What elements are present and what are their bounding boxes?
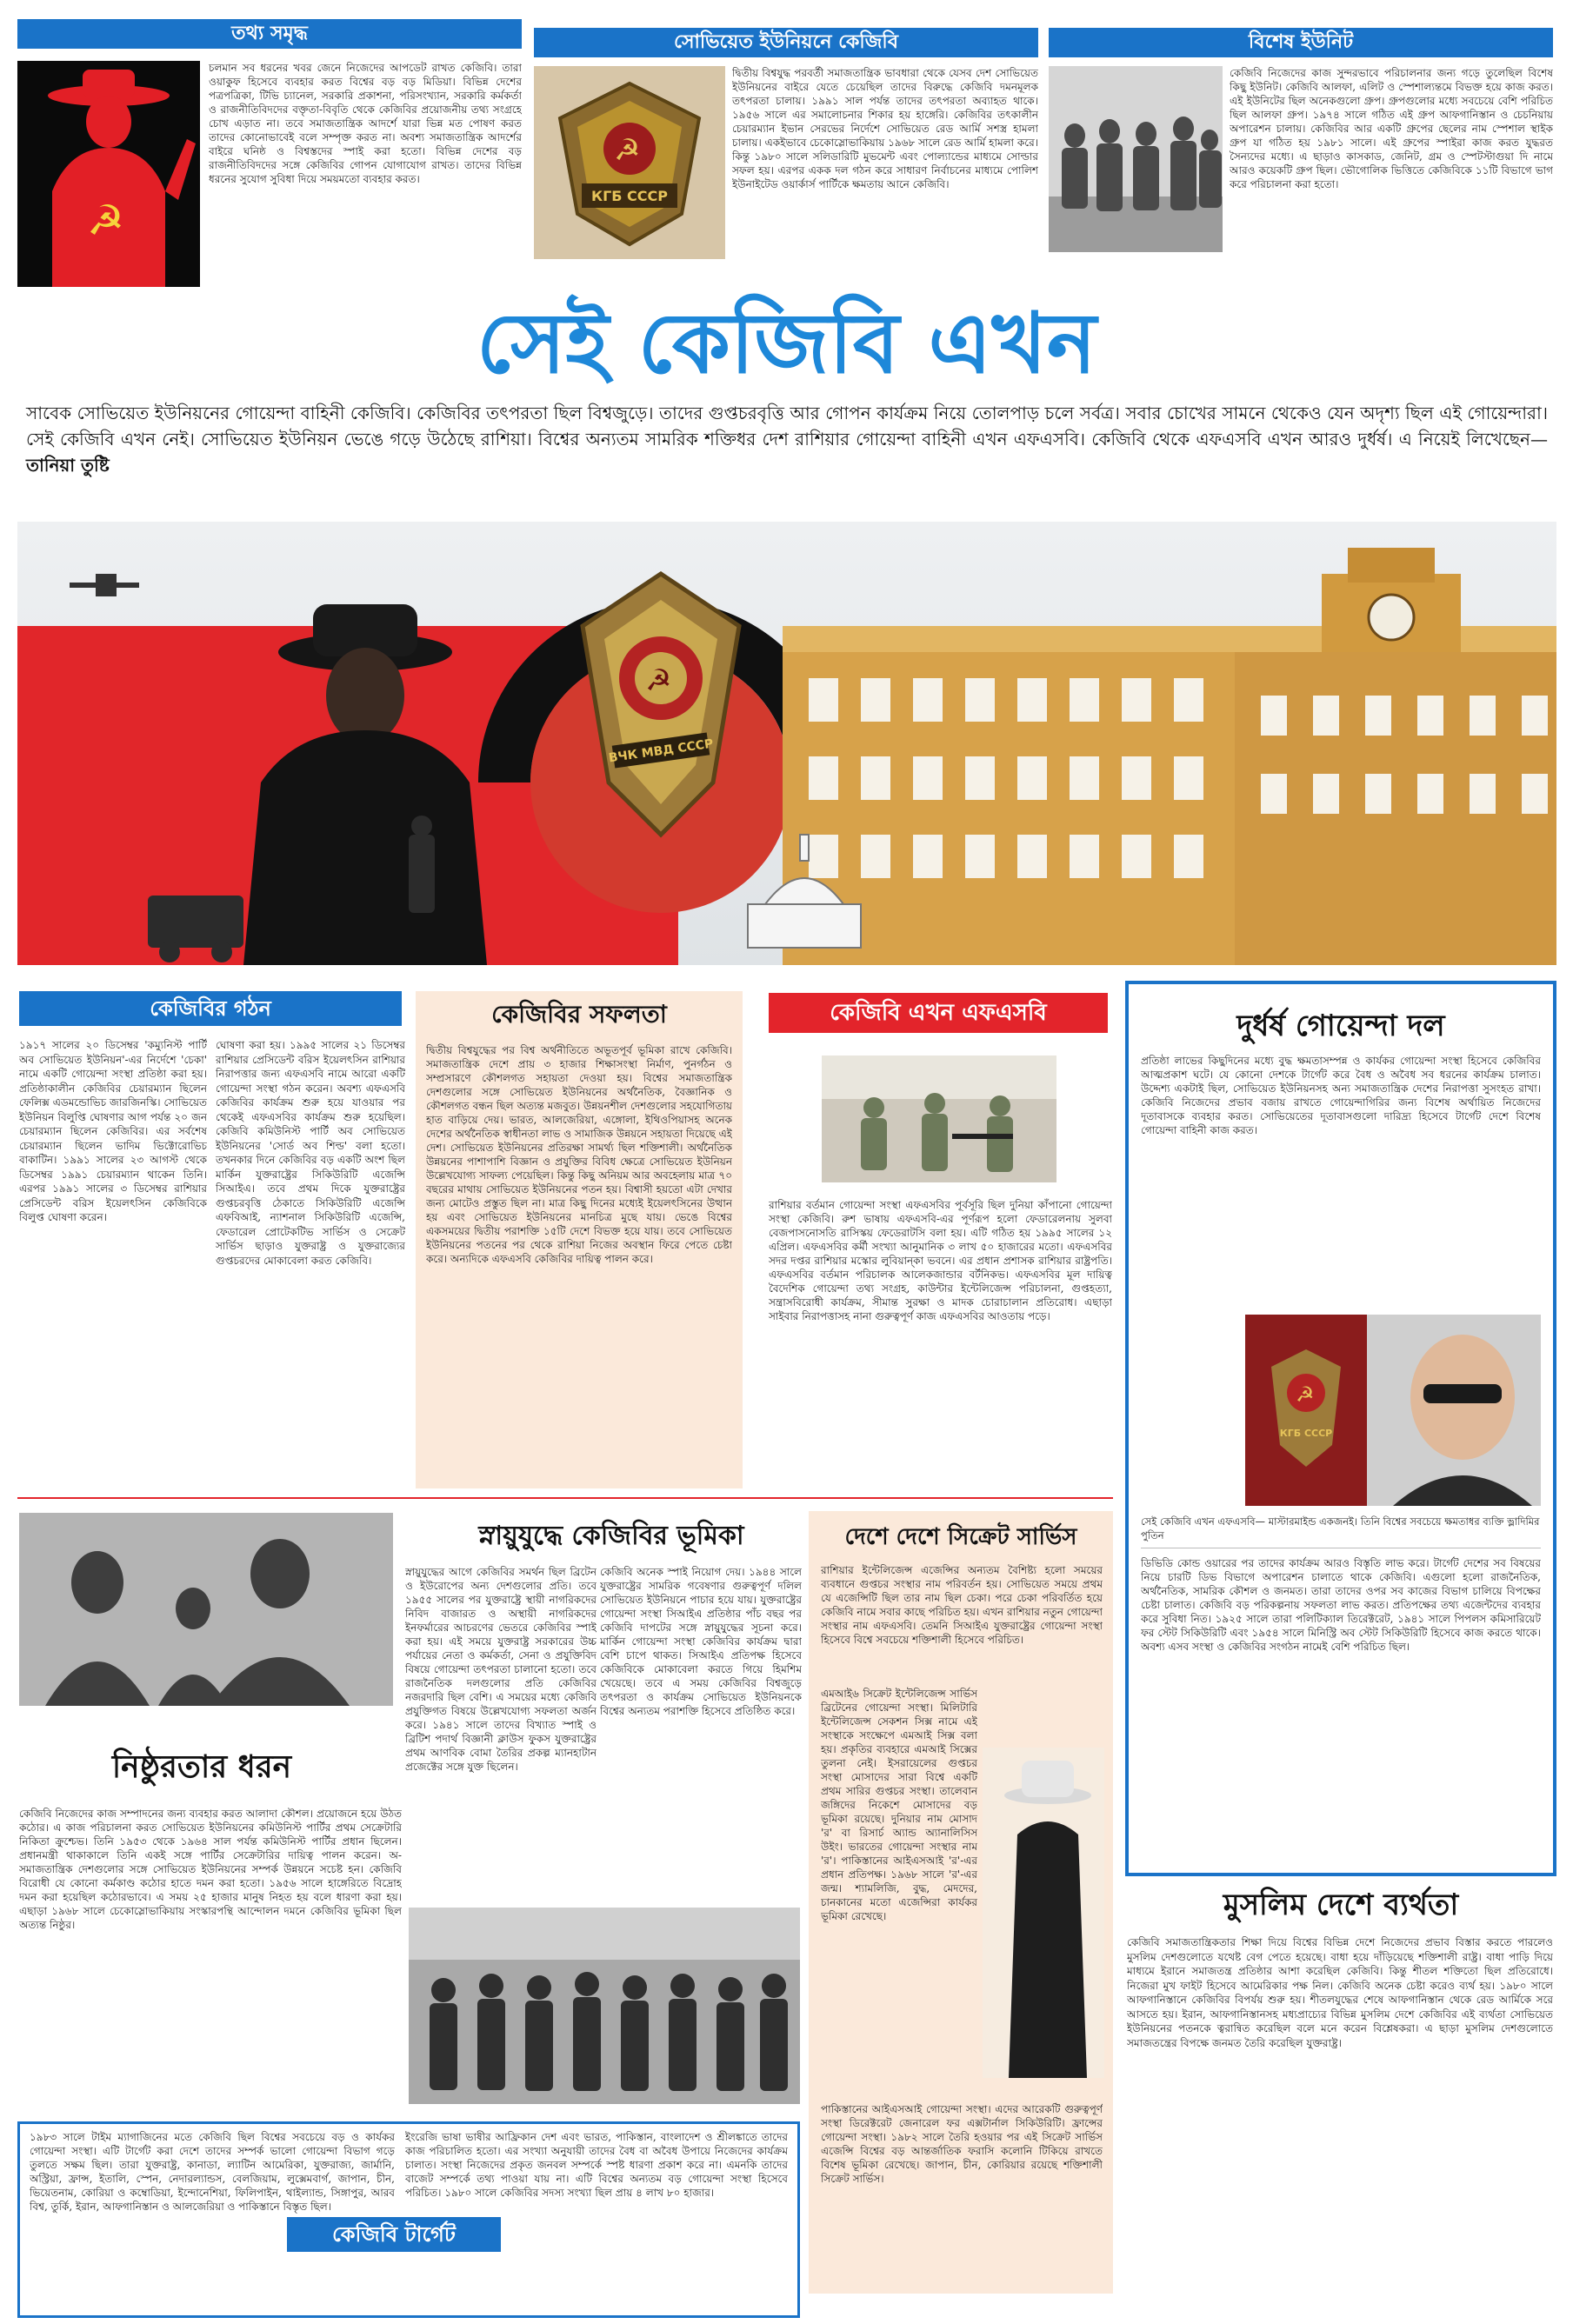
success-heading: কেজিবির সফলতা [491,1000,667,1029]
putin-photo [1245,1315,1541,1506]
top-col1-heading: তথ্য সমৃদ্ধ [17,19,522,49]
muslim-heading: মুসলিম দেশে ব্যর্থতা [1223,1888,1459,1922]
intro-text: সাবেক সোভিয়েত ইউনিয়নের গোয়েন্দা বাহিনী কেজিবি। কেজিবির তৎপরতা ছিল বিশ্বজুড়ে। তাদের গুপ্তচরবৃত্তি আর গোপন কার্যক্রম নিয়ে তোলপাড় চলে সর্বত্র। সবার চোখের সামনে থেকেও যেন অদৃশ্য ছিল এই গোয়েন্দারা। সেই কেজিবি এখন নেই। সোভিয়েত ইউনিয়ন ভেঙে গড়ে উঠেছে রাশিয়া। বিশ্বের অন্যতম সামরিক শক্তিধর দেশ রাশিয়ার গোয়েন্দা বাহিনী এখন এফএসবি। কেজিবি থেকে এফএসবি এখন আরও দুর্ধর্ষ। এ নিয়েই লিখেছেন— [26,403,1548,449]
author-name: তানিয়া তুষ্টি [26,455,110,476]
secret-text-1: রাশিয়ার ইন্টেলিজেন্স এজেন্সির অন্যতম বৈশিষ্ট্য হলো সময়ের ব্যবধানে গুপ্তচর সংস্থার নাম পরিবর্তন হয়। সোভিয়েত সময়ে প্রথম যে এজেন্সিটি ছিল তার নাম ছিল চেকা। পরে চেকা পরিবর্তিত হয়ে কেজিবি নামে সবার কাছে পরিচিত হয়। এখন রাশিয়ার নতুন গোয়েন্দা সংস্থার নাম এফএসবি। তেমনি সিআইএ যুক্তরাষ্ট্রের গোয়েন্দা সংস্থা হিসেবে বিশ্বে সবচেয়ে শক্তিশালী হিসেবে পরিচিত। [821,1564,1103,1646]
top-col3-heading: বিশেষ ইউনিট [1049,28,1553,57]
coldwar-text-1: স্নায়ুযুদ্ধের আগে কেজিবির সমর্থন ছিল ব্রিটেন ও ইউরোপের অন্য দেশগুলোর প্রতি। তবে ১৯৫৫ সালের পর যুক্তরাষ্ট্রে স্থায়ী নাগরিকদের নিবিদ বাজারত ও অস্থায়ী নাগরিকদের ইনফর্মারের আচরণের ভেতরে কেজিবির স্পাই করা হয়। এই সময়ে যুক্তরাষ্ট্র সরকারের উচ্চ পর্যায়ের নেতা ও কর্মকর্তা, সেনা ও প্রযুক্তিবিদ বিষয়ে গোয়েন্দা তৎপরতা চালানো হতো। তবে রাজনৈতিক দলগুলোর প্রতি কেজিবির নজরদারি ছিল বেশি। এ সময়ের মধ্যে কেজিবি প্রযুক্তিগত বিষয়ে উল্লেখযোগ্য সফলতা অর্জন করে। ১৯৪১ সালে তাদের বিখ্যাত স্পাই ও ব্রিটিশ পদার্থ বিজ্ঞানী ক্লাউস ফুকস যুক্তরাষ্ট্রের প্রথম আণবিক বোমা তৈরির প্রকল্প ম্যানহাটান প্রজেক্টের সঙ্গে যুক্ত ছিলেন। [405,1566,597,1773]
svg-text:☭: ☭ [87,196,125,245]
putin-caption: সেই কেজিবি এখন এফএসবি— মাস্টারমাইন্ড একজনই। তিনি বিশ্বের সবচেয়ে ক্ষমতাধর ব্যক্তি ভ্লাদিমির পুতিন [1141,1515,1540,1542]
fsb-heading: কেজিবি এখন এফএসবি [769,993,1108,1033]
section-divider [17,1497,1113,1499]
top-col3-text: কেজিবি নিজেদের কাজ সুন্দরভাবে পরিচালনার জন্য গড়ে তুলেছিল বিশেষ কিছু ইউনিট। কেজিবি আলফা, এলিট ও স্পেশাল্যন্তমে বিভক্ত হয়ে কাজ করত। এই ইউনিটের ছিল অনেকগুলো গ্রুপ। গ্রুপগুলোর মধ্যে সবচেয়ে বেশি পরিচিত ছিল আলফা গ্রুপ। ১৯৭৪ সালে গঠিত এই গ্রুপ আফগানিস্তান ও চেচনিয়ায় অপারেশন চালায়। কেজিবির আর একটি গ্রুপের ছেলের নাম স্পেশাল স্থাইক গ্রুপ যা গঠিত হয় ১৯৮১ সালে। এই গ্রুপের স্পাইরা কাজ করত যুদ্ধরত সৈন্যদের মধ্যে। এ ছাড়াও কাসকাড, জেনিট, গ্রম ও স্পেটস্টাগুয়া দি নামে আরও কয়েকটি গ্রুপ ছিল। ভৌগোলিক ভিত্তিতে কেজিবিকে ১১টি বিভাগে ভাগ করে পরিচালনা করা হতো। [1230,67,1553,190]
putin-badge-text: КГБ СССР [1279,1428,1333,1439]
targets-text-2: ইংরেজি ভাষা ভাষীর আফ্রিকান দেশ এবং ভারত, পাকিস্তান, বাংলাদেশ ও শ্রীলঙ্কাতে তাদের কাজ পরিচালিত হতো। এর সংখ্যা অনুযায়ী তাদের বৈধ বা অবৈধ উপায়ে নিজেদের কার্যক্রম চালাত। সংস্থা নিজেদের প্রকৃত জনবল সম্পর্কে স্পষ্ট ধারণা প্রকাশ করে না। এমনকি তাদের বাজেট সম্পর্কে তথ্য পাওয়া যায় না। এটি বিশ্বের অন্যতম বড় গোয়েন্দা সংস্থা হিসেবে পরিচিত। ১৯৮০ সালে কেজিবির সদস্য সংখ্যা ছিল প্রায় ৪ লাখ ৮০ হাজার। [405,2131,788,2199]
top-col2-text: দ্বিতীয় বিশ্বযুদ্ধ পরবর্তী সমাজতান্ত্রিক ভাবধারা থেকে যেসব দেশ সোভিয়েত ইউনিয়নের বাইরে যেতে চেয়েছিল তাদের বিরুদ্ধে কেজিবি দমনমূলক তৎপরতা চালায়। ১৯৯১ সাল পর্যন্ত তাদের তৎপরতা অব্যাহত থাকে। ১৯৫৬ সালে এর সমালোচনার শিকার হয় হাঙ্গেরি। কেজিবির তৎকালীন চেয়ারম্যান ইভান সেরভের নির্দেশে সোভিয়েত রেড আর্মি সশস্ত্র হামলা চালায়। একইভাবে চেকোস্লোভাকিয়ায় ১৯৬৮ সালে রেড আর্মি হামলা করে। কিন্তু ১৯৮০ সালে সলিডারিটি মুভমেন্ট এবং পোল্যান্ডের মাধ্যমে সোল্ডার সফল হয়। এরপর একক দল গঠন করে সাধারণ নির্বাচনের মাধ্যমে পোলিশ ইউনাইটেড ওয়ার্কার্স পার্টিকে ক্ষমতায় আনে কেজিবি। [732,67,1038,190]
targets-heading: কেজিবি টার্গেট [287,2217,501,2252]
svg-text:☭: ☭ [1296,1382,1315,1407]
crowd-photo [19,1513,393,1706]
formation-heading: কেজিবির গঠন [19,991,402,1026]
targets-text-1: ১৯৮৩ সালে টাইম ম্যাগাজিনের মতে কেজিবি ছিল বিশ্বের সবচেয়ে বড় ও কার্যকর গোয়েন্দা সংস্থা। এটি টার্গেট করা দেশে তাদের সম্পর্ক ভালো গোয়েন্দা বিভাগ গড়ে তুলতে সক্ষম ছিল। তারা যুক্তরাষ্ট্র, কানাডা, ল্যাটিন আমেরিকা, যুক্তরাজ্য, জার্মানি, অস্ট্রিয়া, ফ্রান্স, ইতালি, স্পেন, নেদারল্যান্ডস, বেলজিয়াম, লুক্সেমবার্গ, জাপান, চীন, ভিয়েতনাম, কোরিয়া ও কম্বোডিয়া, ইন্দোনেশিয়া, ফিলিপাইন, থাইল্যান্ড, সিঙ্গাপুর, আরব বিশ্ব, তুর্কি, ইরান, আফগানিস্তান ও আলজেরিয়া ও পাকিস্তানে বিস্তৃত ছিল। [30,2131,395,2213]
fsb-soldiers-photo [822,1055,1056,1182]
top-col1-text: চলমান সব ধরনের খবর জেনে নিজেদের আপডেট রাখত কেজিবি। তারা ওয়াকুফ হিসেবে ব্যবহার করত বিশ্বের বড় বড় মিডিয়া। বিভিন্ন দেশের পত্রপত্রিকা, টিভি চ্যানেল, সরকারি প্রকাশনা, পরিসংখ্যান, সরকারি কর্মকর্তা ও রাজনীতিবিদদের বক্তৃতা-বিবৃতি থেকে কেজিবির প্রয়োজনীয় তথ্য সংগ্রহে চোখ এড়াত না। তবে সমাজতান্ত্রিক আদর্শে যারা ভিন্ন মত পোষণ করত তাদের কোনোভাবেই বলে সম্পৃক্ত করত না। অবশ্য সমাজতান্ত্রিক আদর্শের বাইরে ঘনিষ্ঠ ও বিশ্বস্তদের স্পাই করা হতো। বিভিন্ন দেশের বড় রাজনীতিবিদদের সঙ্গে কেজিবির গোপন যোগাযোগ রাখত। তাদের বিভিন্ন ধরনের সুযোগ সুবিধা দিয়ে সময়মতো ব্যবহার করত। [209,62,522,185]
spy-silhouette-image [17,61,200,287]
top-col2-heading: সোভিয়েত ইউনিয়নে কেজিবি [534,28,1038,57]
daring-text-1: প্রতিষ্ঠা লাভের কিছুদিনের মধ্যে বুদ্ধ ক্ষমতাসম্পন্ন ও কার্যকর গোয়েন্দা সংস্থা হিসেবে কেজিবির আত্মপ্রকাশ ঘটে। যে কোনো দেশকে টার্গেট করে বৈধ ও অবৈধ সব ধরনের কার্যক্রম চালাত। উদ্দেশ্য একটাই ছিল, সোভিয়েত ইউনিয়নসহ অন্য সমাজতান্ত্রিক দেশের নিরাপত্তা সুসংহত রাখা। কেজিবি নিজেদের প্রভাব বজায় রাখতে গোয়েন্দাগিরির জন্য বিশেষ অর্থায়িত নিজেদের দূতাবাসকে ব্যবহার করত। সোভিয়েতের দূতাবাসগুলো দারিদ্র্য হিসেবে টার্গেট দেশে বিশেষ গোয়েন্দা বাহিনী কাজ করত। [1141,1055,1541,1136]
svg-text:☭: ☭ [614,133,641,168]
brutal-heading: নিষ্ঠুরতার ধরন [111,1748,292,1785]
agents-lineup-photo [409,1908,800,2104]
fsb-text: রাশিয়ার বর্তমান গোয়েন্দা সংস্থা এফএসবির পূর্বসূরি ছিল দুনিয়া কাঁপানো গোয়েন্দা সংস্থা কেজিবি। রুশ ভাষায় এফএসবি-এর পূর্ণরূপ হলো ফেডারেলনায় সুলবা বেজপাসনোসতি রাসিস্কয় ফেডেরাটসি বলা হয়। এটি গঠিত হয় ১৯৯৫ সালের ১২ এপ্রিল। এফএসবির কর্মী সংখ্যা আনুমানিক ৩ লাখ ৫০ হাজারের মতো। এফএসবির সদর দপ্তর রাশিয়ার মস্কোর লুবিয়ান্কা ভবনে। এর প্রধান প্রশাসক রাশিয়ার রাষ্ট্রপতি। এফএসবির বর্তমান পরিচালক আলেকজান্ডার বর্টনিকভ। এফএসবির মূল দায়িত্ব বৈদেশিক গোয়েন্দা তথ্য সংগ্রহ, কাউন্টার ইন্টেলিজেন্স পরিচালনা, গুপ্তহত্যা, সন্ত্রাসবিরোধী কার্যক্রম, সীমান্ত সুরক্ষা ও মাদক চোরাচালান প্রতিরোধ। এছাড়া সাইবার নিরাপত্তাসহ নানা গুরুত্বপূর্ণ কাজ এফএসবির আওতায় পড়ে। [769,1199,1112,1322]
soldiers-photo [1049,66,1223,252]
secret-text-3: পাকিস্তানের আইএসআই গোয়েন্দা সংস্থা। এদের আরেকটি গুরুত্বপূর্ণ সংস্থা ডিরেক্টরেট জেনারেল ফর এক্সটার্নাল সিকিউরিটি। ফ্রান্সের গোয়েন্দা সংস্থা। ১৯৮২ সালে তৈরি হওয়ার পর এই সিক্রেট সার্ভিস এজেন্সি বিশ্বের বড় আন্তর্জাতিক ফরাসি কলোনি টিকিয়ে রাখতে বিশেষ ভূমিকা রেখেছে। জাপান, চীন, কোরিয়ার রয়েছে শক্তিশালী সিক্রেট সার্ভিস। [821,2103,1103,2185]
hero-badge-text: ВЧК МВД СССР [607,736,715,766]
coldwar-text-2: কেজিবি অনেক স্পাই নিয়োগ দেয়। ১৯৪৪ সালে যুক্তরাষ্ট্রের সামরিক গবেষণার গুরুত্বপূর্ণ দলিল সোভিয়েত ইউনিয়নে পাচার হয়ে যায়। যুক্তরাষ্ট্রের গোয়েন্দা সংস্থা সিআইএ প্রতিষ্ঠার পাঁচ বছর পর কেজিবি দাপটের সঙ্গে স্নায়ুযুদ্ধের সূচনা করে। মার্কিন গোয়েন্দা সংস্থা কেজিবির কার্যক্রম দ্বারা বেশি চাপে থাকত। সিআইএ প্রতিপক্ষ হিসেবে কেজিবিকে মোকাবেলা করতে গিয়ে হিমশিম খেয়েছে। তবে এ সময় কেজিবির বিশ্বজুড়ে তৎপরতা ও কার্যক্রম সোভিয়েত ইউনিয়নকে বিশ্বের অন্যতম পরাশক্তি হিসেবে প্রতিষ্ঠিত করে। [600,1566,802,1717]
hero-collage [17,522,1556,965]
intro-paragraph [26,400,1548,478]
success-text: দ্বিতীয় বিশ্বযুদ্ধের পর বিশ্ব অর্থনীতিতে অভূতপূর্ব ভূমিকা রাখে কেজিবি। সমাজতান্ত্রিক দেশে প্রায় ৩ হাজার শিক্ষাসংস্থা নির্মাণ, পুনর্গঠন ও সম্প্রসারণে কৌশলগত সহায়তা দেওয়া হয়। বিশ্বের সমাজতান্ত্রিক দেশগুলোর সঙ্গে সোভিয়েত ইউনিয়নের অর্থনৈতিক, বৈজ্ঞানিক ও কৌশলগত বন্ধন ছিল অত্যন্ত মজবুত। উন্নয়নশীল দেশগুলোর সহযোগিতায় হাত বাড়িয়ে দেয়। ভারত, আলজেরিয়া, এঙ্গোলা, ইথিওপিয়াসহ অনেক দেশের অর্থনৈতিক স্বাধীনতা লাভ ও সামাজিক উন্নয়নে সহায়তা দিয়েছে এই দেশ। সোভিয়েত ইউনিয়নের প্রতিরক্ষা সামর্থ্য ছিল শক্তিশালী। অর্থনৈতিক উন্নয়নের পাশাপাশি বিজ্ঞান ও প্রযুক্তির বিবিধ ক্ষেত্রে সোভিয়েত ইউনিয়ন উল্লেখযোগ্য সাফল্য পেয়েছিল। কিন্তু কিছু অনিয়ম আর অবহেলায় মাত্র ৭০ বছরের মাথায় সোভিয়েত ইউনিয়নের পতন হয়। বিশ্বাসী হয়তো এটা দেখার জন্য মোটেও প্রস্তুত ছিল না। মাত্র কিছু দিনের মধ্যেই ইয়েলৎসিনের উত্থান হয় এবং সোভিয়েত ইউনিয়নের মানচিত্র মুছে যায়। ভেঙে বিশ্বের একসময়ের দ্বিতীয় পরাশক্তি ১৫টি দেশে বিভক্ত হয়ে যায়। তবে সোভিয়েত ইউনিয়নের পতনের পর থেকে রাশিয়া নিজের অবস্থান ফিরে পেতে চেষ্টা করে। অন্যদিকে এফএসবি কেজিবির দায়িত্ব পালন করে। [426,1044,732,1265]
formation-text-1: ১৯১৭ সালের ২০ ডিসেম্বর 'কম্যুনিস্ট পার্টি অব সোভিয়েত ইউনিয়ন'-এর নির্দেশে 'চেকা' নামে একটি গোয়েন্দা সংস্থা প্রতিষ্ঠা করা হয়। প্রতিষ্ঠাকালীন কেজিবির চেয়ারম্যান ছিলেন ফেলিক্স এডমন্ডোভিচ জারজিনস্কি। সোভিয়েত ইউনিয়ন বিলুপ্তি ঘোষণার আগ পর্যন্ত ২০ জন চেয়ারম্যান ছিলেন কেজিবির। এর সর্বশেষ চেয়ারম্যান ছিলেন ভাদিম ভিক্টোরোভিচ বাকাটিন। ১৯৯১ সালের ২৩ আগস্ট থেকে ডিসেম্বর ১৯৯১ চেয়ারম্যান থাকেন তিনি। এরপর ১৯৯১ সালের ৩ ডিসেম্বর রাশিয়ার প্রেসিডেন্ট বরিস ইয়েলৎসিন কেজিবিকে বিলুপ্ত ঘোষণা করেন। [19,1039,207,1223]
kgb-badge-text: КГБ СССР [591,188,668,204]
kgb-badge-image [534,66,725,259]
formation-text-2: ঘোষণা করা হয়। ১৯৯৫ সালের ২১ ডিসেম্বর রাশিয়ার প্রেসিডেন্ট বরিস ইয়েলৎসিন রাশিয়ার নিরাপত্তার জন্য এফএসবি নামে আরো একটি গোয়েন্দা সংস্থা গঠন করেন। অবশ্য এফএসবি কেজিবির কার্যক্রম শুরু হয়ে যাওয়ার পর থেকেই এফএসবির কার্যক্রম শুরু হয়েছিল। কেজিবি কমিউনিস্ট পার্টি অব সোভিয়েত ইউনিয়নের 'সোর্ড অব শিল্ড' বলা হতো। তখনকার দিনে কেজিবির বড় একটি অংশ ছিল মার্কিন যুক্তরাষ্ট্রের সিকিউরিটি এজেন্সি সিআইএ। তবে প্রথম দিকে যুক্তরাষ্ট্রের গুপ্তচরবৃত্তি ঠেকাতে সিকিউরিটি এজেন্সি এফবিআই, ন্যাশনাল সিকিউরিটি এজেন্সি, ফেডারেল প্রোটেকটিভ সার্ভিস ও সেক্রেট সার্ভিস ছাড়াও যুক্তরাষ্ট্র ও যুক্তরাজ্যের গুপ্তচরদের মোকাবেলা করত কেজিবি। [216,1039,405,1267]
daring-heading: দুর্ধর্ষ গোয়েন্দা দল [1236,1009,1445,1043]
brutal-text: কেজিবি নিজেদের কাজ সম্পাদনের জন্য ব্যবহার করত আলাদা কৌশল। প্রয়োজনে হয়ে উঠত কঠোর। এ কাজ পরিচালনা করত সোভিয়েত ইউনিয়নের কমিউনিস্ট পার্টির প্রথম সেক্রেটারি নিকিতা ক্রুশ্চেভ। তিনি ১৯৫৩ থেকে ১৯৬৪ সাল পর্যন্ত কমিউনিস্ট পার্টির প্রধান ছিলেন। প্রধানমন্ত্রী থাকাকালে তিনি একই সঙ্গে পার্টির সেক্রেটারির দায়িত্ব পালন করেন। অ-সমাজতান্ত্রিক দেশগুলোর সঙ্গে সোভিয়েত ইউনিয়নের সম্পর্ক উন্নয়নে সচেষ্ট হন। কেজিবি বিরোধী যে কোনো কর্মকাণ্ড কঠোর হাতে দমন করা হতো। ১৯৫৬ সালে হাঙ্গেরিতে বিদ্রোহ দমন করা হয়েছিল কঠোরভাবে। এ সময় ২৫ হাজার মানুষ নিহত হয় বলে ধারণা করা হয়। এছাড়া ১৯৬৮ সালে চেকোস্লোভাকিয়ায় সংস্কারপন্থি আন্দোলন দমনে কেজিবির ভূমিকা ছিল অত্যন্ত নিষ্ঠুর। [19,1808,402,1931]
secret-text-2: এমআই৬ সিক্রেট ইন্টেলিজেন্স সার্ভিস ব্রিটেনের গোয়েন্দা সংস্থা। মিলিটারি ইন্টেলিজেন্স সেকশন সিক্স নামে এই সংস্থাকে সংক্ষেপে এমআই সিক্স বলা হয়। প্রকৃতির ব্যবহারে এমআই সিক্সের তুলনা নেই। ইসরায়েলের গুপ্তচর সংস্থা মোসাদের সারা বিশ্বে একটি প্রথম সারির গুপ্তচর সংস্থা। তালেবান জঙ্গিদের নিকেশে মোসাদের বড় ভূমিকা রয়েছে। দুনিয়ার নাম মোসাদ 'র' বা রিসার্চ অ্যান্ড অ্যানালিসিস উইং। ভারতের গোয়েন্দা সংস্থার নাম 'র'। পাকিস্তানের আইএসআই 'র'-এর প্রধান প্রতিপক্ষ। ১৯৬৮ সালে 'র'-এর জন্ম। শ্যামলিজি, বুদ্ধ, মেদদের, চানকানের মতো এজেন্সিরা কার্যকর ভূমিকা রেখেছে। [821,1688,977,1922]
muslim-text: কেজিবি সমাজতান্ত্রিকতার শিক্ষা দিয়ে বিশ্বের বিভিন্ন দেশে নিজেদের প্রভাব বিস্তার করতে পারলেও মুসলিম দেশগুলোতে যথেষ্ট বেগ পেতে হয়েছে। বাধা হয়ে দাঁড়িয়েছে শক্তিশালী রাষ্ট্র। বাধা পাড়ি দিয়ে মাধ্যমে ইরানে সমাজতন্ত্র প্রতিষ্ঠার আশা করেছিল কেজিবি। কিন্তু শীতল শক্তিতো ছিল প্রতিরোধে। নিজেরা মুখ ফাইট হিসেবে আমেরিকার পক্ষ নিল। কেজিবি অনেক চেষ্টা করেও ব্যর্থ হয়। ১৯৮০ সালে আফগানিস্তানে কেজিবির বিপর্যয় শুরু হয়। শীতলযুদ্ধের শেষে আফগানিস্তান থেকে রেড আর্মিকে সরে আসতে হয়। ইরান, আফগানিস্তানসহ মধ্যপ্রাচ্যের বিভিন্ন মুসলিম দেশে কেজিবির এই ব্যর্থতা সোভিয়েত ইউনিয়নের পতনকে ত্বরান্বিত করেছিল বলে মনে করেন বিশ্লেষকরা। এ ছাড়া মুসলিম দেশগুলোতে সমাজতন্ত্রের বিপক্ষে জনমত তৈরি করেছিল যুক্তরাষ্ট্র। [1127,1936,1553,2049]
secret-heading: দেশে দেশে সিক্রেট সার্ভিস [844,1524,1077,1550]
hat-spy-photo [983,1748,1104,2078]
daring-text-2: ডিভিডি কোন্ড ওয়ারের পর তাদের কার্যক্রম আরও বিস্তৃতি লাভ করে। টার্গেট দেশের সব বিষয়ের নিয়ে চারটি ডিভ বিভাগে অপারেশন চালাতে থাকে কেজিবি। এগুলো হলো রাজনৈতিক, অর্থনৈতিক, সামরিক কৌশল ও জনমত। তারা তাদের ওপর সব কাজের বিভাগ চালিয়ে বিপক্ষের চেষ্টা চালাত। কেজিবি বড় পরিকল্পনায় সফলতা লাভ করত। প্রতিপক্ষের তথ্য এজেন্টদের ব্যবহার করে সুবিধা নিত। ১৯২৫ সালে তারা পলিটিক্যাল তিরেক্টরেট, ১৯৪১ সালে পিপলস কমিসারিয়েট ফর স্টেট সিকিউরিটি এবং ১৯৫৪ সালে মিনিস্ট্রি অব স্টেট সিকিউরিটি হিসেবে কাজ করতে থাকে। অবশ্য এসব সংস্থা ও কেজিবির সংগঠন নামেই বেশি পরিচিত ছিল। [1141,1557,1541,1653]
coldwar-heading: স্নায়ুযুদ্ধে কেজিবির ভূমিকা [478,1521,744,1551]
svg-text:☭: ☭ [645,663,672,698]
headline: সেই কেজিবি এখন [477,294,1096,392]
